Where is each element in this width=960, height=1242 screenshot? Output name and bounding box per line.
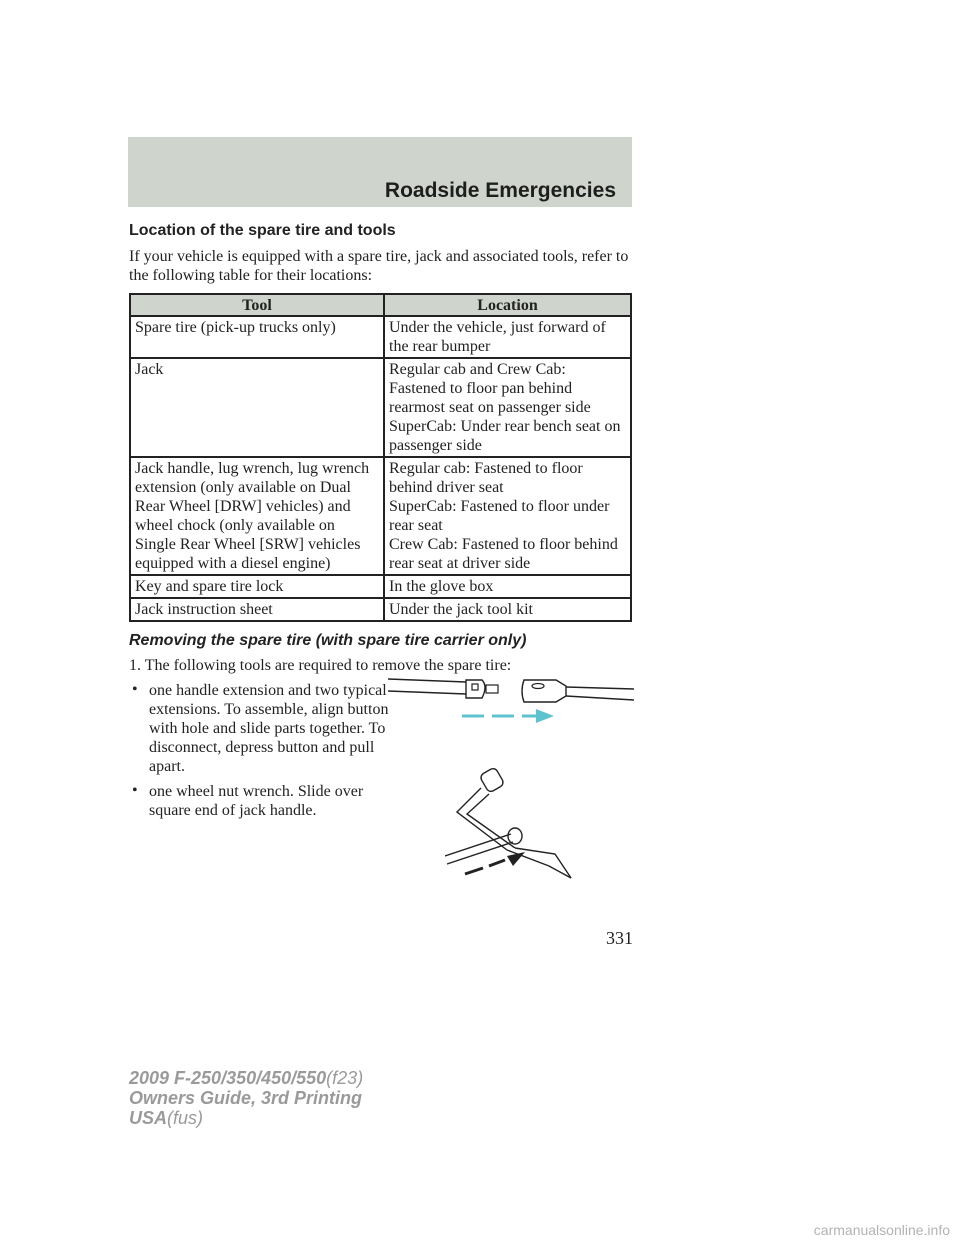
tool-cell (130, 358, 384, 457)
bullet-icon: • (132, 681, 138, 698)
table-row (130, 575, 631, 598)
handle-extension-illustration-icon (388, 672, 634, 730)
bullet-text: one wheel nut wrench. Slide over square end of jack handle. (149, 783, 364, 819)
bullet-text: one handle extension and two typical extensions. To assemble, align button with hole and slide parts together. To disconnect, depress button and pull apart. (149, 682, 389, 775)
table-row (130, 457, 631, 575)
location-text: Under the vehicle, just forward of the rear bumper (389, 319, 606, 355)
location-cell (384, 457, 631, 575)
subsection-title: Removing the spare tire (with spare tire carrier only) (129, 632, 527, 649)
tool-text: Jack handle, lug wrench, lug wrench extension (only available on Dual Rear Wheel [DRW] vehicles) and wheel chock (only available on Single Rear Wheel [SRW] vehicles equipped with a diesel engine) (135, 460, 370, 572)
tools-location-table (129, 293, 632, 622)
tool-cell (130, 316, 384, 358)
column-header-location: Location (384, 294, 631, 316)
tool-cell (130, 575, 384, 598)
section-header-band (128, 137, 632, 207)
tool-cell (130, 457, 384, 575)
location-text: In the glove box (389, 578, 494, 595)
footer-region: USA (129, 1108, 168, 1128)
bullet-icon: • (132, 782, 138, 799)
location-cell (384, 358, 631, 457)
tool-cell (130, 598, 384, 621)
list-item (129, 782, 399, 820)
location-text: Crew Cab: Fastened to floor behind rear seat at driver side (389, 536, 618, 572)
footer-region-code: (fus) (167, 1108, 204, 1128)
tool-text: Key and spare tire lock (135, 578, 284, 595)
location-text: Regular cab: Fastened to floor behind driver seat (389, 460, 583, 496)
location-cell (384, 316, 631, 358)
table-row (130, 358, 631, 457)
footer-edition: Owners Guide, 3rd Printing (129, 1088, 363, 1108)
table-row (130, 598, 631, 621)
wheel-nut-wrench-illustration-icon (445, 766, 585, 880)
location-cell (384, 598, 631, 621)
location-text: SuperCab: Under rear bench seat on passenger side (389, 418, 621, 454)
step-1: 1. The following tools are required to remove the spare tire: (129, 657, 512, 674)
document-footer (129, 1068, 363, 1128)
location-text: Under the jack tool kit (389, 601, 533, 618)
location-text: SuperCab: Fastened to floor under rear seat (389, 498, 610, 534)
tool-text: Jack (135, 361, 164, 378)
page-content (129, 222, 632, 820)
location-text: Regular cab and Crew Cab: Fastened to floor pan behind rearmost seat on passenger side (389, 361, 591, 416)
section-title: Location of the spare tire and tools (129, 222, 396, 239)
chapter-title: Roadside Emergencies (384, 179, 616, 202)
page-number: 331 (606, 928, 633, 948)
tool-text: Jack instruction sheet (135, 601, 273, 618)
tool-text: Spare tire (pick-up trucks only) (135, 319, 336, 336)
column-header-tool: Tool (130, 294, 384, 316)
watermark: carmanualsonline.info (813, 1222, 950, 1238)
location-cell (384, 575, 631, 598)
footer-model: 2009 F-250/350/450/550 (129, 1068, 327, 1088)
table-row (130, 316, 631, 358)
list-item (129, 681, 399, 776)
intro-paragraph: If your vehicle is equipped with a spare tire, jack and associated tools, refer to the following table for their locations: (129, 248, 629, 284)
footer-model-code: (f23) (326, 1068, 364, 1088)
